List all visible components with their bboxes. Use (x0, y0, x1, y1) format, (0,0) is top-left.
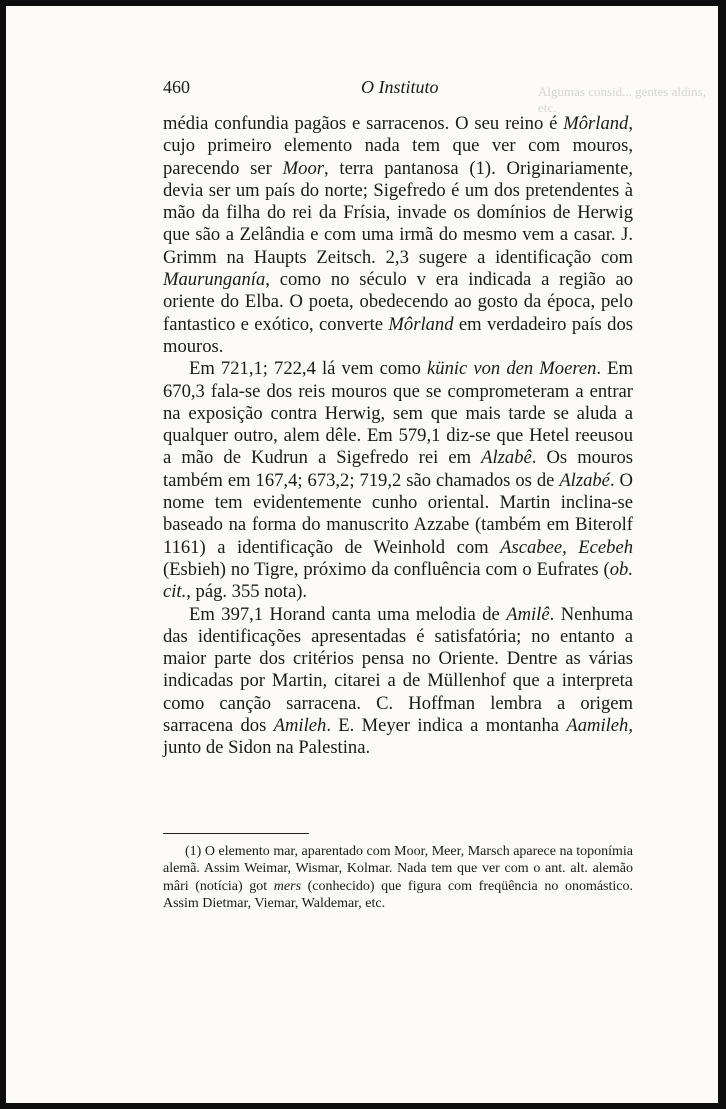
text-run: . E. Meyer indica a montanha (326, 715, 567, 737)
text-run: . Em 670,3 fala-se dos reis mouros que se comprometeram a entrar na exposição contra Herwig, sem que mais tarde se aluda a qualquer outro, alem dêle. Em 579,1 diz-se que Hetel reeusou a mão de Kudrun a Sigefredo rei em (163, 358, 633, 469)
text-run: . O nome tem evidentemente cunho oriental. Martin inclina-se baseado na forma do manuscrito Azzabe (também em Biterolf 1161) a identificação de Weinhold com (163, 469, 633, 558)
italic-run: Amilê (506, 603, 550, 625)
text-run: , como no século v era indicada a região ao oriente do Elba. O poeta, obedecendo ao gosto da época, pelo fantastico e exótico, converte (163, 269, 633, 335)
italic-run: Alzabé (559, 469, 610, 491)
italic-run: Ascabee, Ecebeh (500, 536, 634, 558)
text-run: . Os mouros também em 167,4; 673,2; 719,2 são chamados os de (163, 447, 634, 491)
text-run: (1) O elemento mar, aparentado com Moor, Meer, Marsch aparece na toponímia alemã. Assim Weimar, Wismar, Kolmar. Nada tem que ver com o ant. alt. alemão mâri (notícia) got (163, 844, 633, 894)
page-number: 460 (163, 77, 190, 97)
text-run: . Nenhuma das identificações apresentadas é satisfatória; no entanto a maior parte dos critérios pensa no Oriente. Dentre as várias indicadas por Martin, citarei a de Müllenhof que a interpreta como canção sarracena. C. Hoffman lembra a origem sarracena dos (163, 603, 633, 737)
paragraph (163, 113, 633, 358)
italic-run: Aamileh (566, 715, 629, 737)
footnote-rule (163, 833, 309, 834)
italic-run: Môrland (388, 313, 454, 335)
text-run: , cujo primeiro elemento nada tem que ver com mouros, parecendo ser (163, 113, 633, 179)
text-run: (conhecido) que figura com freqüência no onomástico. Assim Dietmar, Viemar, Waldemar, etc. (163, 878, 634, 912)
text-run: , terra pantanosa (1). Originariamente, devia ser um país do norte; Sigefredo é um dos pretendentes à mão da filha do rei da Frísia, invade os domínios de Herwig que são a Zelândia e com uma irmã do mesmo vem a casar. J. Grimm na Haupts Zeitsch. 2,3 sugere a identificação com (163, 157, 633, 268)
italic-run: künic von den Moeren (427, 358, 597, 380)
paragraph (163, 604, 633, 760)
italic-run: ob. cit. (163, 558, 633, 603)
text-run: Em 397,1 Horand canta uma melodia de (189, 603, 507, 625)
show-through-text: Algumas consid... gentes aldins, etc. (538, 84, 706, 115)
italic-run: Alzabê (481, 447, 532, 469)
text-run: , junto de Sidon na Palestina. (163, 715, 633, 759)
text-run: média confundia pagãos e sarracenos. O seu reino é (163, 113, 564, 134)
paragraph (163, 358, 633, 603)
italic-run: Môrland (563, 113, 629, 134)
text-run: (Esbieh) no Tigre, próximo da confluência com o Eufrates ( (163, 558, 610, 580)
body-text (163, 113, 633, 760)
footnote-text (163, 843, 633, 913)
text-run: em verdadeiro país dos mouros. (163, 313, 633, 357)
text-run: Em 721,1; 722,4 lá vem como (189, 358, 428, 380)
italic-run: Amileh (273, 715, 327, 737)
italic-run: Moor (282, 157, 324, 179)
footnote (163, 843, 633, 913)
book-page (6, 6, 718, 1103)
italic-run: mers (273, 878, 302, 894)
text-run: , pág. 355 nota). (186, 581, 308, 603)
italic-run: Maurunganía (163, 269, 266, 291)
running-title: O Instituto (361, 77, 439, 97)
